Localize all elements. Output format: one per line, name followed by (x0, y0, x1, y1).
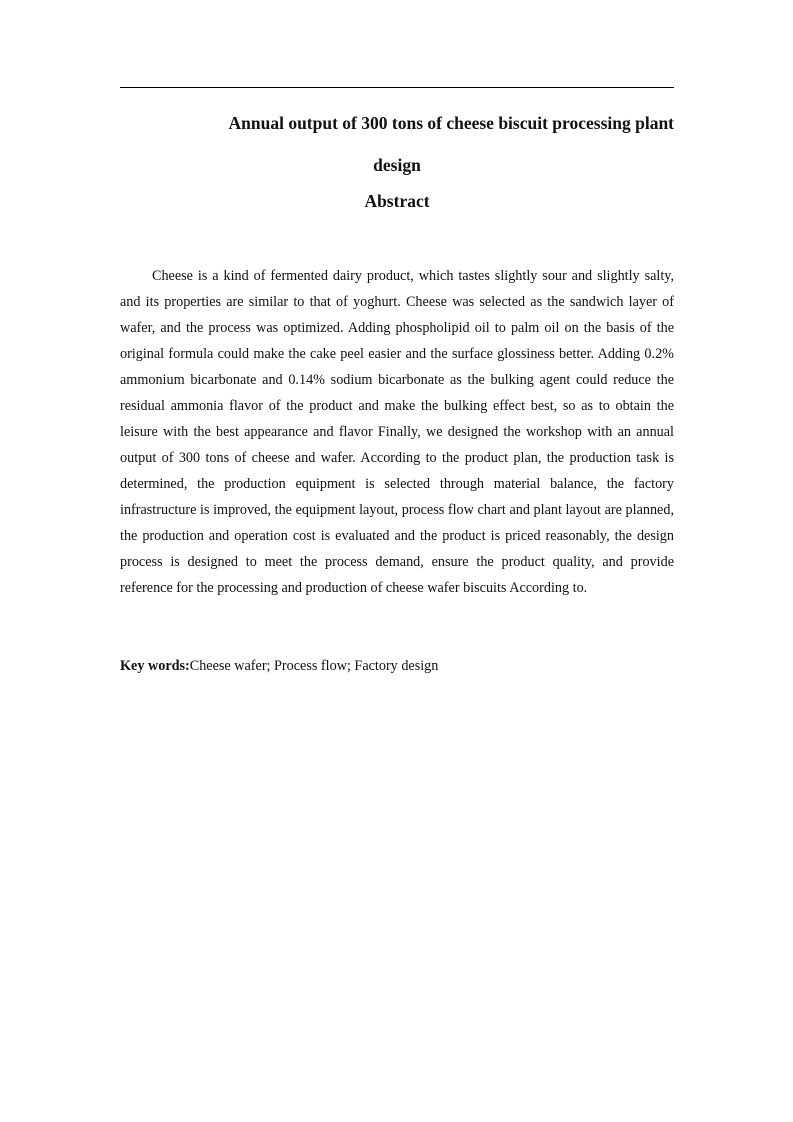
title-line-2: design (373, 155, 421, 175)
document-title (120, 102, 674, 186)
abstract-heading: Abstract (364, 191, 430, 211)
abstract-body: Cheese is a kind of fermented dairy product, which tastes slightly sour and slightly salty, and its properties are similar to that of yoghurt. Cheese was selected as the sandwich layer of wafer, and the process was optimized. Adding phospholipid oil to palm oil on the basis of the original formula could make the cake peel easier and the surface glossiness better. Adding 0.2% ammonium bicarbonate and 0.14% sodium bicarbonate as the bulking agent could reduce the residual ammonia flavor of the product and make the bulking effect best, so as to obtain the leisure with the best appearance and flavor Finally, we designed the workshop with an annual output of 300 tons of cheese and wafer. According to the product plan, the production task is determined, the production equipment is selected through material balance, the factory infrastructure is improved, the equipment layout, process flow chart and plant layout are planned, the production and operation cost is evaluated and the product is priced reasonably, the design process is designed to meet the process demand, ensure the product quality, and provide reference for the processing and production of cheese wafer biscuits According to. (120, 268, 674, 596)
title-line-1: Annual output of 300 tons of cheese biscuit processing plant (228, 113, 674, 133)
keywords-text: Cheese wafer; Process flow; Factory design (189, 658, 439, 674)
keywords-line (120, 653, 674, 679)
keywords-label: Key words: (120, 658, 190, 674)
header-rule (120, 87, 674, 88)
